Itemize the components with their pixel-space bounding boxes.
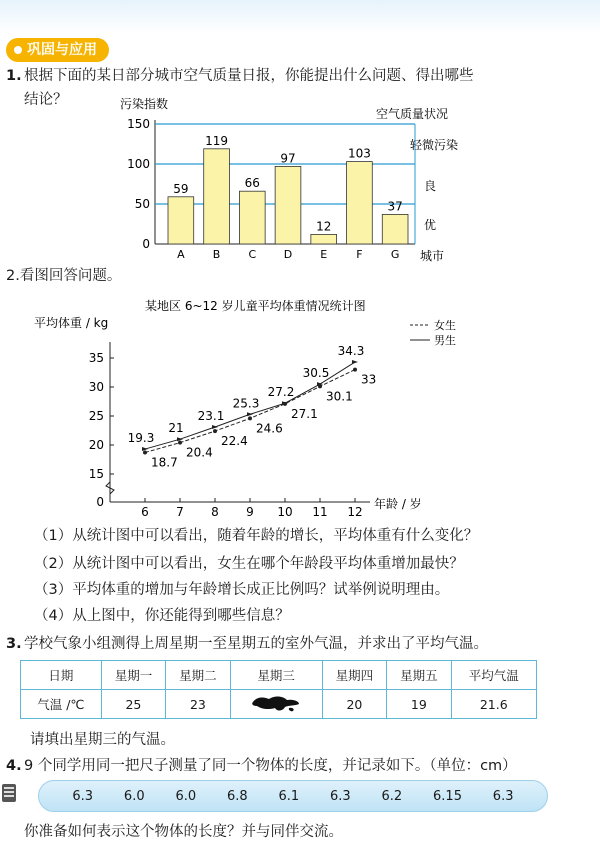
bar-value-label: 66 [244,176,260,191]
section-tag [6,38,109,62]
measure-value: 6.15 [433,788,462,804]
measure-value: 6.0 [123,788,145,804]
bar-ytick-label: 0 [142,237,150,251]
data-label: 33 [361,372,377,387]
data-label: 20.4 [186,445,213,460]
table-cell: 20 [322,690,386,719]
q2-sub1: （1）从统计图中可以看出，随着年龄的增长，平均体重有什么变化？ [34,528,479,544]
line-xtick-label: 8 [211,505,219,519]
line-ytick-label: 0 [96,495,104,509]
table-cell-ink-blot [230,690,322,719]
data-label: 19.3 [127,431,155,446]
bar-ytick-label: 50 [134,197,150,211]
bar [239,191,265,244]
data-label: 27.2 [267,385,295,400]
table-cell: 19 [387,690,451,719]
bar [311,234,337,244]
line-ytick-label: 30 [88,380,104,394]
measure-value: 6.1 [278,788,300,804]
bar-legend-title: 空气质量状况 [376,107,449,121]
measurement-values-bar [38,780,548,812]
data-label: 23.1 [197,409,225,424]
line-legend [410,318,456,347]
measure-value: 6.8 [226,788,248,804]
bar-value-label: 37 [387,199,403,214]
table-cell: 21.6 [451,690,536,719]
line-xlabel: 年龄 / 岁 [374,497,422,511]
data-label: 22.4 [221,434,248,449]
data-point [143,451,147,455]
table-header-cell: 星期二 [166,661,230,690]
section-title: 巩固与应用 [27,42,97,58]
bar-ytick-label: 100 [127,157,150,171]
data-point [177,437,183,441]
bar-ytick-label: 150 [127,117,150,131]
ink-blot-icon [249,693,303,713]
line-xtick-label: 10 [277,505,293,519]
bar [168,197,194,244]
bar-category-label: E [320,248,328,261]
measure-value: 6.3 [72,788,94,804]
data-point [247,412,253,416]
data-point [213,429,217,433]
book-icon [2,784,16,802]
measure-value: 6.3 [492,788,514,804]
bar-value-label: 12 [316,219,332,234]
table-row [21,690,537,719]
data-label: 30.1 [326,389,353,404]
data-point [353,368,357,372]
data-point [178,441,182,445]
table-cell: 25 [101,690,165,719]
table-row-label: 气温 /℃ [21,690,102,719]
level-label-excellent: 优 [424,218,437,232]
bar-category-label: B [212,248,221,261]
measure-value: 6.3 [329,788,351,804]
bar [382,214,408,244]
bar-value-label: 97 [280,151,296,166]
temperature-table [20,660,537,719]
bar-category-label: G [390,248,400,261]
air-quality-bar-chart [110,94,490,266]
q3-text: 学校气象小组测得上周星期一至星期五的室外气温，并求出了平均气温。 [24,636,488,652]
bar-category-label: D [283,248,293,261]
data-label: 18.7 [151,455,178,470]
bar-xlabel: 城市 [420,249,445,263]
bar-value-label: 103 [347,146,371,161]
legend-boys: 男生 [434,334,456,347]
data-label: 34.3 [337,344,365,359]
line-xtick-label: 6 [141,505,149,519]
q3-question: 请填出星期三的气温。 [30,732,175,748]
table-header-cell: 星期一 [101,661,165,690]
table-header-cell: 星期五 [387,661,451,690]
data-point [212,425,218,429]
measure-value: 6.0 [175,788,197,804]
line-ylabel: 平均体重 / kg [34,316,109,330]
line-ytick-label: 25 [88,409,104,423]
line-ytick-label: 35 [88,351,104,365]
line-xtick-label: 9 [246,505,254,519]
q1-text-line1: 根据下面的某日部分城市空气质量日报，你能提出什么问题、得出哪些 [24,68,474,84]
data-label: 21 [168,421,184,436]
line-ytick-label: 15 [88,467,104,481]
bar-category-label: C [248,248,257,261]
q1-number: 1. [6,68,22,84]
line-xtick-label: 11 [312,505,328,519]
bar [204,149,230,244]
line-ytick-label: 20 [88,438,104,452]
level-label-good: 良 [424,179,437,193]
q2-text: 2.看图回答问题。 [6,268,122,284]
measure-value: 6.2 [381,788,403,804]
q3-number: 3. [6,636,22,652]
q4-question: 你准备如何表示这个物体的长度？并与同伴交流。 [24,824,343,840]
data-label: 30.5 [302,366,330,381]
data-label: 24.6 [256,421,283,436]
table-cell: 23 [166,690,230,719]
level-label-light-pollution: 轻微污染 [410,138,459,152]
bar [275,166,301,244]
bar-category-label: A [177,248,185,261]
table-header-cell: 星期三 [230,661,322,690]
line-xtick-label: 7 [176,505,184,519]
table-header-cell: 平均气温 [451,661,536,690]
bar-value-label: 59 [173,181,189,196]
bar-ylabel: 污染指数 [120,97,169,111]
top-band [0,0,600,34]
bar-value-label: 119 [205,133,229,148]
data-point [352,360,358,364]
table-row [21,661,537,690]
data-label: 27.1 [291,406,318,421]
table-header-cell: 日期 [21,661,102,690]
line-title: 某地区 6~12 岁儿童平均体重情况统计图 [145,299,366,313]
q4-number: 4. [6,758,22,774]
table-header-cell: 星期四 [322,661,386,690]
data-label: 25.3 [232,396,260,411]
q2-sub3: （3）平均体重的增加与年龄增长成正比例吗？试举例说明理由。 [34,582,450,598]
data-point [248,416,252,420]
q2-sub2: （2）从统计图中可以看出，女生在哪个年龄段平均体重增加最快？ [34,556,464,572]
line-xtick-label: 12 [347,505,363,519]
bar-category-label: F [356,248,363,261]
q1-text-line2: 结论？ [24,92,68,108]
weight-line-chart [30,292,490,520]
q4-text: 9 个同学用同一把尺子测量了同一个物体的长度，并记录如下。（单位：cm） [24,758,517,774]
bar [347,162,373,244]
q2-sub4: （4）从上图中，你还能得到哪些信息？ [34,608,290,624]
bullet-dot-icon [14,46,22,54]
legend-girls: 女生 [434,319,456,332]
data-point [142,447,148,451]
